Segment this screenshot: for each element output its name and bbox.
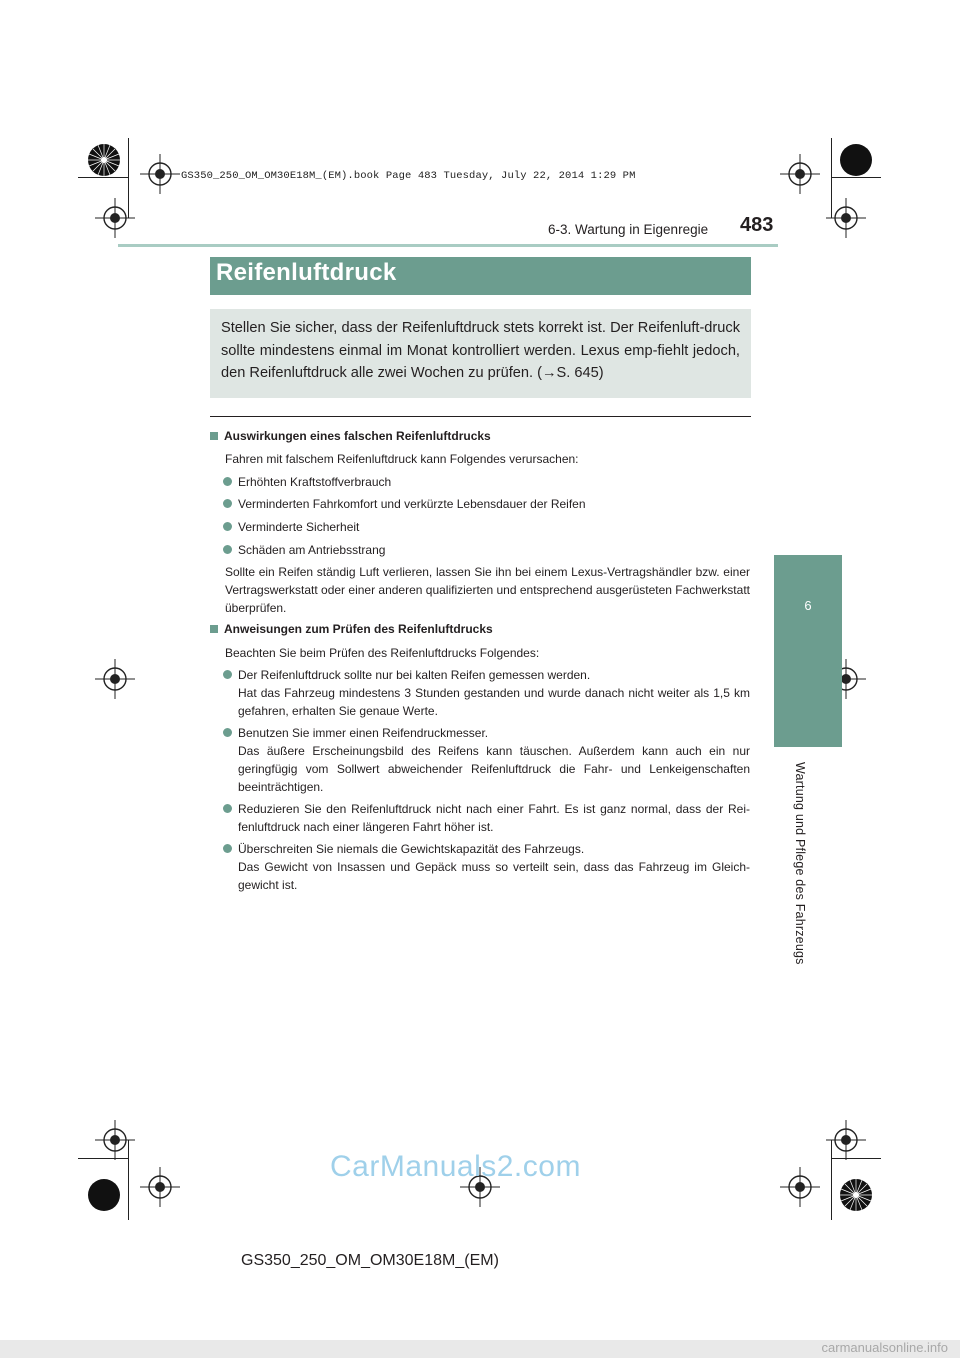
bullet-dot-icon: [223, 804, 232, 813]
intro-text: Stellen Sie sicher, dass der Reifenluftdruck stets korrekt ist. Der Reifenluft-druck sollte mindestens einmal im Monat kontrolliert werden. Lexus emp-fiehlt jedoch, den Reifenluftdruck alle zwei Wochen zu prüfen. (→S. 645): [221, 320, 740, 381]
watermark: CarManuals2.com: [330, 1150, 581, 1183]
square-bullet-icon: [210, 432, 218, 440]
bullet-dot-icon: [223, 728, 232, 737]
crop-line: [831, 1140, 832, 1220]
registration-mark-icon: [140, 1167, 180, 1207]
crop-line: [128, 138, 129, 218]
registration-mark-icon: [95, 198, 135, 238]
crop-line: [78, 177, 128, 178]
section-lead: Fahren mit falschem Reifenluftdruck kann Folgendes verursachen:: [225, 452, 579, 466]
bullet-dot-icon: [223, 844, 232, 853]
bottom-bar: [0, 1340, 960, 1358]
registration-mark-icon: [826, 198, 866, 238]
list-item: Schäden am Antriebsstrang: [223, 541, 750, 559]
starburst-mark-icon: [86, 142, 122, 178]
list-item: Erhöhten Kraftstoffverbrauch: [223, 473, 750, 491]
bottom-logo: carmanualsonline.info: [821, 1340, 948, 1355]
crop-line: [831, 138, 832, 218]
crop-line: [831, 177, 881, 178]
registration-mark-icon: [780, 1167, 820, 1207]
starburst-mark-icon: [838, 1177, 874, 1213]
list-item: Benutzen Sie immer einen Reifendruckmesser. Das äußere Erscheinungsbild des Reifens kann täuschen. Außerdem kann auch ein nur geringfügig vom Sollwert abweichender Reifenluftdruck die Fahr- und Lenkeigenschaften beeinträchtigen.: [223, 724, 750, 796]
section-heading: Anweisungen zum Prüfen des Reifenluftdrucks: [210, 622, 493, 636]
section-closing: Sollte ein Reifen ständig Luft verlieren, lassen Sie ihn bei einem Lexus-Vertragshändler bzw. einer Vertragswerkstatt oder einer anderen qualifizierten und entsprechend ausgerüsteten Fachwerkstatt überprüfen.: [225, 565, 750, 615]
body-rule: [210, 416, 751, 417]
registration-mark-icon: [826, 1120, 866, 1160]
header-rule: [118, 244, 778, 247]
book-info: GS350_250_OM_OM30E18M_(EM).book Page 483 Tuesday, July 22, 2014 1:29 PM: [181, 170, 636, 182]
bullet-dot-icon: [223, 477, 232, 486]
list-item: Reduzieren Sie den Reifenluftdruck nicht nach einer Fahrt. Es ist ganz normal, dass der Rei-fenluftdruck nach einer längeren Fahrt höher ist.: [223, 800, 750, 836]
section-heading: Auswirkungen eines falschen Reifenluftdrucks: [210, 429, 491, 443]
chapter-title: Wartung und Pflege des Fahrzeugs: [793, 762, 807, 965]
registration-mark-icon: [780, 154, 820, 194]
bullet-dot-icon: [223, 499, 232, 508]
crop-line: [831, 1158, 881, 1159]
square-bullet-icon: [210, 625, 218, 633]
page-title: Reifenluftdruck: [216, 259, 397, 286]
registration-mark-icon: [95, 1120, 135, 1160]
page-number: 483: [740, 214, 774, 236]
crop-line: [128, 1140, 129, 1220]
crop-line: [78, 1158, 128, 1159]
section-lead: Beachten Sie beim Prüfen des Reifenluftdrucks Folgendes:: [225, 646, 540, 660]
solid-mark-icon: [86, 1177, 122, 1213]
solid-mark-icon: [838, 142, 874, 178]
bullet-dot-icon: [223, 670, 232, 679]
registration-mark-icon: [140, 154, 180, 194]
list-item: Verminderte Sicherheit: [223, 518, 750, 536]
section-title: 6-3. Wartung in Eigenregie: [548, 222, 709, 237]
registration-mark-icon: [95, 659, 135, 699]
list-item: Verminderten Fahrkomfort und verkürzte Lebensdauer der Reifen: [223, 495, 750, 513]
chapter-tab: [774, 555, 842, 747]
list-item: Der Reifenluftdruck sollte nur bei kalten Reifen gemessen werden. Hat das Fahrzeug mindestens 3 Stunden gestanden und wurde danach nicht weiter als 1,5 km gefahren, erhalten Sie genaue Werte.: [223, 666, 750, 720]
chapter-number: 6: [804, 598, 812, 613]
list-item: Überschreiten Sie niemals die Gewichtskapazität des Fahrzeugs. Das Gewicht von Insassen und Gepäck muss so verteilt sein, dass das Fahrzeug im Gleich-gewicht ist.: [223, 840, 750, 894]
footer-code: GS350_250_OM_OM30E18M_(EM): [241, 1252, 499, 1269]
bullet-dot-icon: [223, 545, 232, 554]
bullet-dot-icon: [223, 522, 232, 531]
